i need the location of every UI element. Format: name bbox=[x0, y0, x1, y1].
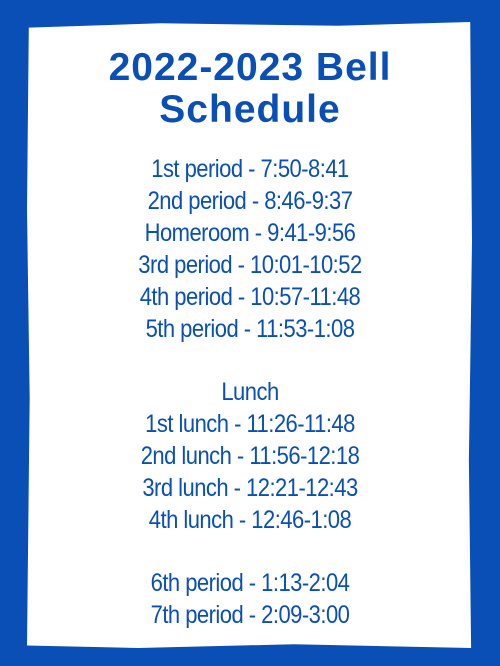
schedule-line-lunch-3: 3rd lunch - 12:21-12:43 bbox=[142, 474, 358, 502]
schedule-line-period-2: 2nd period - 8:46-9:37 bbox=[147, 187, 353, 215]
lunch-heading: Lunch bbox=[221, 378, 279, 406]
schedule-line-period-1: 1st period - 7:50-8:41 bbox=[151, 155, 349, 183]
schedule-line-homeroom: Homeroom - 9:41-9:56 bbox=[144, 219, 356, 247]
schedule-line-period-3: 3rd period - 10:01-10:52 bbox=[138, 251, 362, 279]
page-title-line-2: Schedule bbox=[159, 88, 341, 131]
schedule-line-lunch-2: 2nd lunch - 11:56-12:18 bbox=[140, 442, 360, 470]
schedule-line-period-6: 6th period - 1:13-2:04 bbox=[150, 569, 350, 597]
schedule-line-period-5: 5th period - 11:53-1:08 bbox=[145, 315, 355, 343]
schedule-line-period-4: 4th period - 10:57-11:48 bbox=[139, 283, 361, 311]
page-title-line-1: 2022-2023 Bell bbox=[108, 46, 392, 89]
schedule-line-lunch-1: 1st lunch - 11:26-11:48 bbox=[145, 410, 355, 438]
schedule-line-period-7: 7th period - 2:09-3:00 bbox=[150, 601, 350, 629]
schedule-line-lunch-4: 4th lunch - 12:46-1:08 bbox=[148, 506, 352, 534]
